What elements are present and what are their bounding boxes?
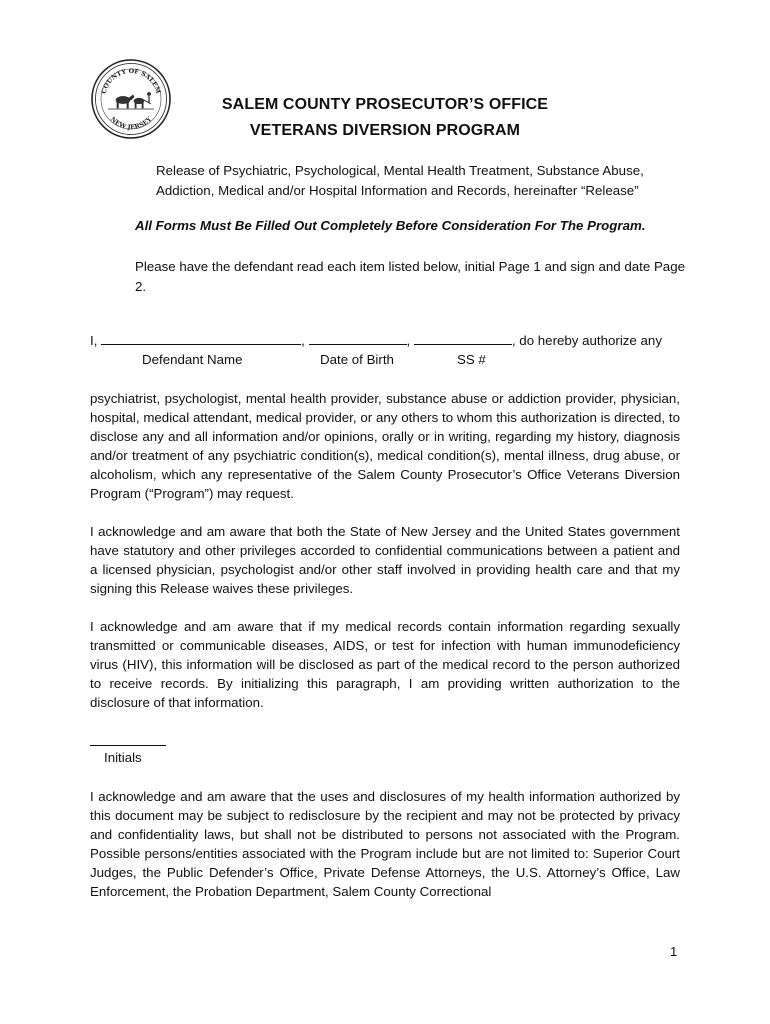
seal-bottom-text: NEW JERSEY [108,115,154,132]
authorization-paragraph: psychiatrist, psychologist, mental health provider, substance abuse or addiction provider, physician, hospital, medical attendant, medical provider, or any others to whom this authorization is directed, to disclose any and all information and/or opinions, orally or in writing, regarding my history, diagnosis and/or treatment of any psychiatric condition(s), medical condition(s), mental illness, drug abuse, or alcoholism, which any representative of the Salem County Prosecutor’s Office Veterans Diversion Program (“Program”) may request. [90,391,680,501]
defendant-name-label: Defendant Name [142,352,243,367]
initials-label: Initials [104,750,142,765]
initials-field[interactable] [90,745,166,746]
instructions: Please have the defendant read each item listed below, initial Page 1 and sign and date Page 2. [135,259,685,294]
auth-prefix: I, [90,333,98,348]
redisclosure-paragraph: I acknowledge and am aware that the uses and disclosures of my health information authorized by this document may be subject to redisclosure by the recipient and may not be protected by privacy and confidentiality laws, but shall not be distributed to persons not associated with the Program. Possible persons/entities associated with the Program include but are not limited to: Superior Court Judges, the Public Defender’s Office, Private Defense Attorneys, the U.S. Attorney’s Office, Law Enforcement, the Probation Department, Salem County Correctional [90,789,680,899]
date-of-birth-field[interactable] [309,332,407,345]
auth-separator: , [301,333,305,348]
authorization-line [90,332,690,348]
seal-top-text: COUNTY OF SALEM [100,67,162,95]
page-number: 1 [670,944,678,959]
forms-notice: All Forms Must Be Filled Out Completely Before Consideration For The Program. [135,218,646,233]
release-description: Release of Psychiatric, Psychological, Mental Health Treatment, Substance Abuse, Addiction, Medical and/or Hospital Information and Records, hereinafter “Release” [156,163,644,198]
hiv-disclosure-paragraph: I acknowledge and am aware that if my medical records contain information regarding sexually transmitted or communicable diseases, AIDS, or test for infection with human immunodeficiency virus (HIV), this information will be disclosed as part of the medical record to the person authorized to receive records. By initializing this paragraph, I am providing written authorization to the disclosure of that information. [90,619,680,710]
auth-separator: , [406,333,411,348]
date-of-birth-label: Date of Birth [320,352,394,367]
privileges-paragraph: I acknowledge and am aware that both the State of New Jersey and the United States government have statutory and other privileges accorded to confidential communications between a patient and a licensed physician, psychologist and/or other staff involved in providing health care and that my signing this Release waives these privileges. [90,524,680,596]
ssn-field[interactable] [414,332,512,345]
defendant-name-field[interactable] [101,332,301,345]
auth-suffix: , do hereby authorize any [511,333,662,348]
office-title: SALEM COUNTY PROSECUTOR’S OFFICE [221,96,549,113]
ssn-label: SS # [457,352,486,367]
program-title: VETERANS DIVERSION PROGRAM [249,122,521,139]
